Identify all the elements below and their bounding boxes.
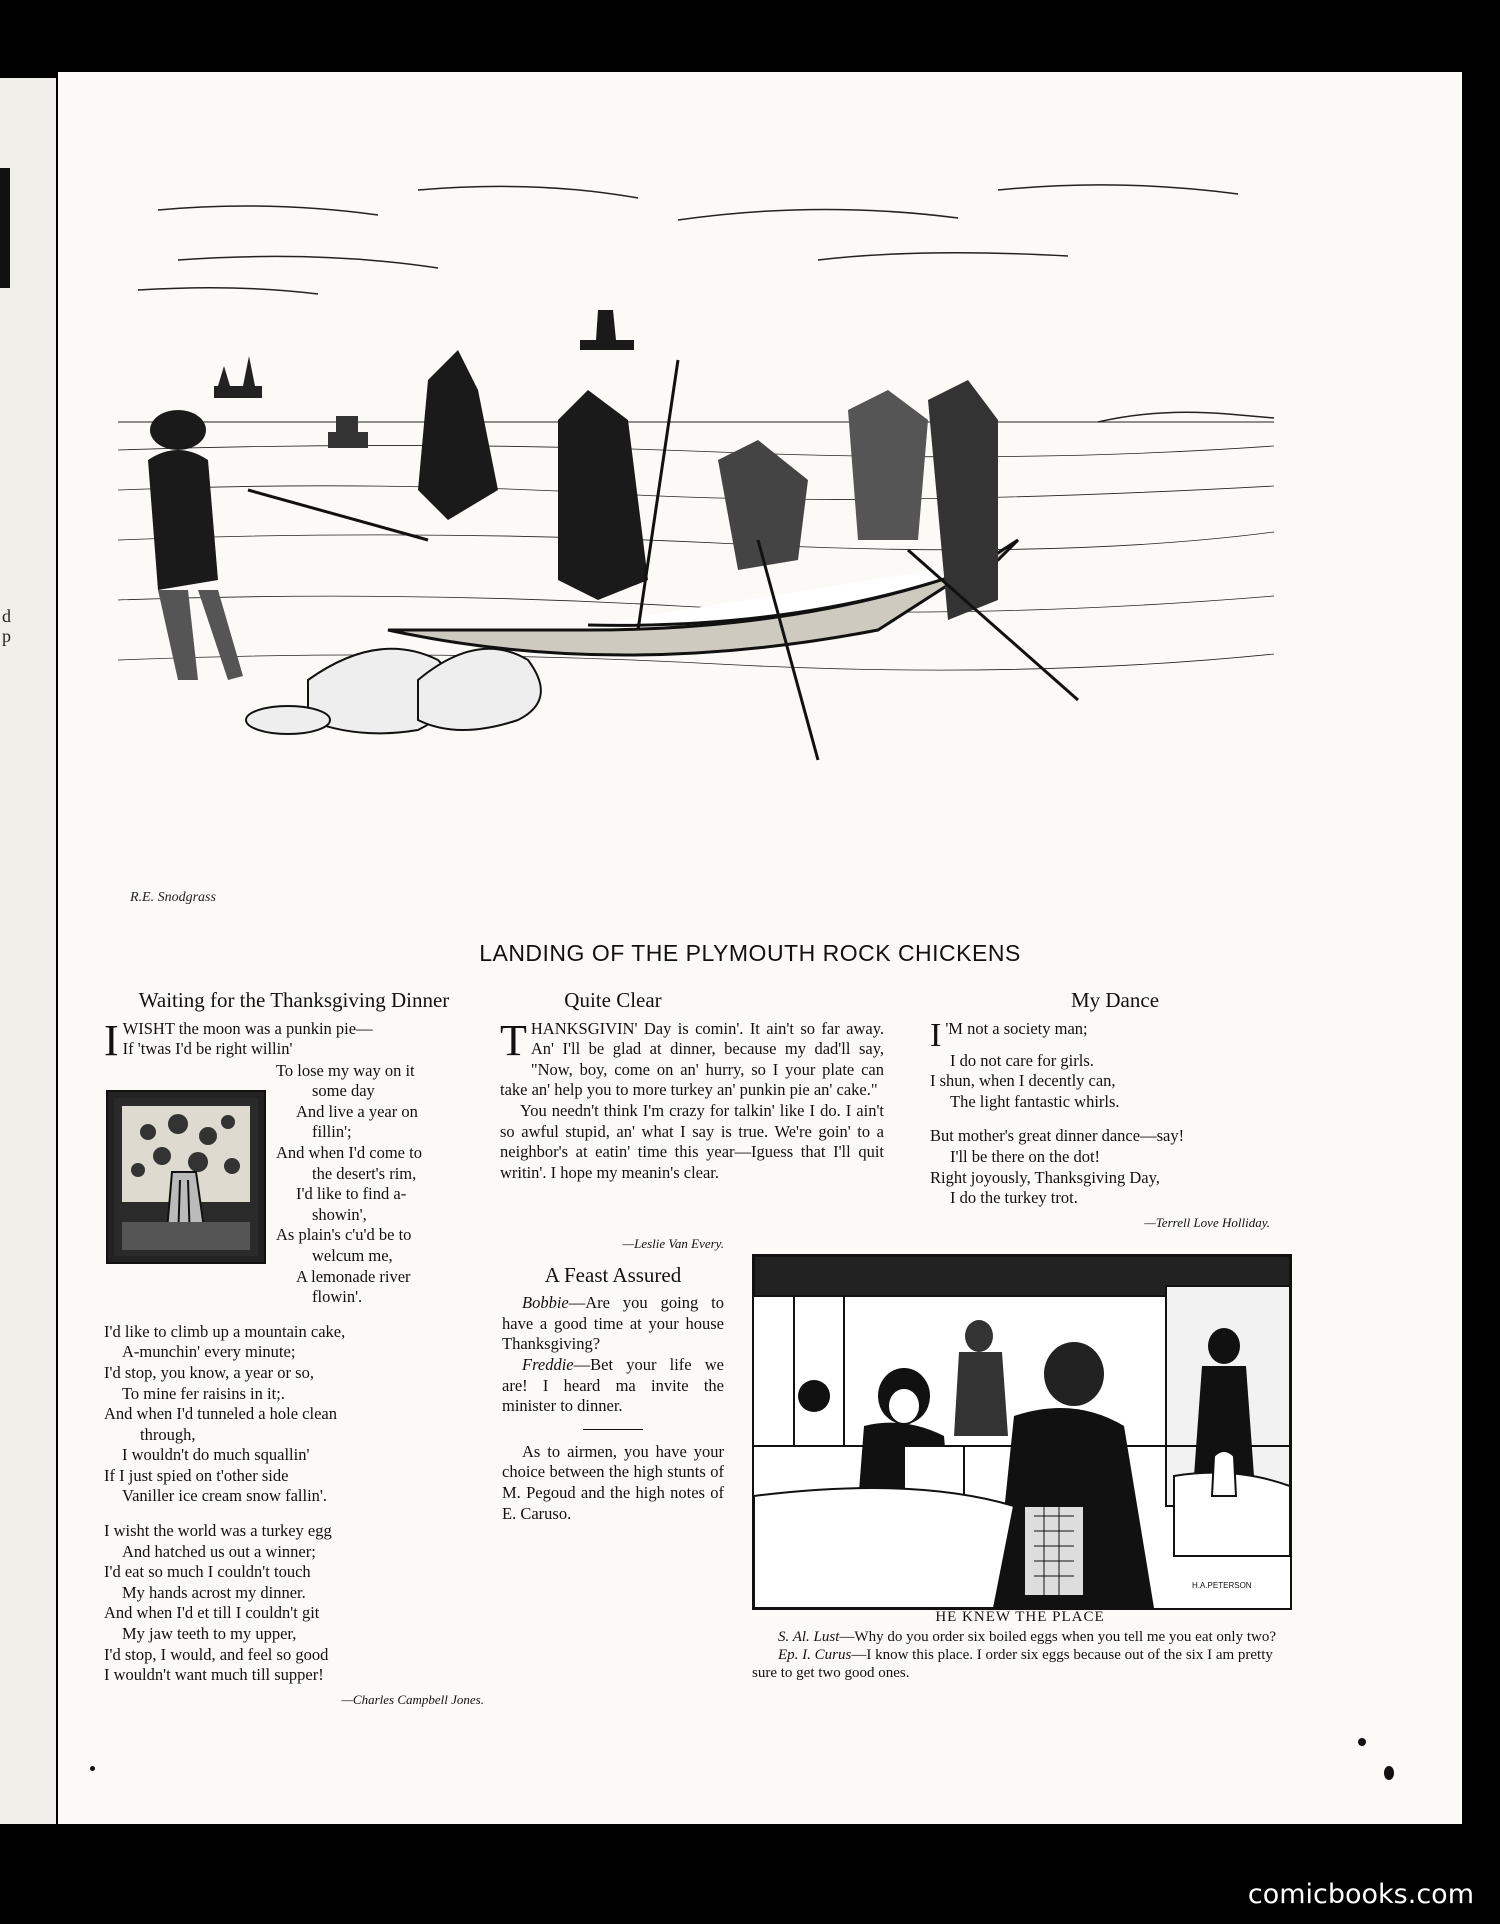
ink-speck <box>1358 1738 1366 1746</box>
poem-line: I do not care for girls. <box>950 1050 1094 1070</box>
dialogue-line <box>502 1355 724 1417</box>
poem-line: As plain's c'u'd be to <box>276 1225 412 1245</box>
poem-line: WISHT the moon was a punkin pie— <box>122 1018 373 1038</box>
poem-line: I shun, when I decently can, <box>930 1071 1116 1091</box>
restaurant-cartoon <box>752 1254 1292 1610</box>
poem-stanza <box>930 1016 1300 1113</box>
poem-line: And when I'd et till I couldn't git <box>104 1603 320 1623</box>
speaker-name: Freddie <box>522 1354 574 1374</box>
poem-line: showin', <box>312 1204 367 1224</box>
poem-title: My Dance <box>1070 988 1160 1012</box>
poem-line: welcum me, <box>312 1245 393 1265</box>
dialogue-text: —Are you going to have a good time at your house Thanksgiving? <box>502 1293 724 1354</box>
poem-line: I'd stop, I would, and feel so good <box>104 1644 329 1664</box>
previous-page-fragment: p <box>2 626 11 646</box>
prose-paragraph <box>500 1101 884 1183</box>
poem-line: I'd like to climb up a mountain cake, <box>104 1321 346 1341</box>
poem-line: Vaniller ice cream snow fallin'. <box>122 1486 328 1506</box>
cartoon-title: HE KNEW THE PLACE <box>935 1609 1105 1625</box>
poem-stanza <box>930 1126 1300 1208</box>
cartoon-artist-signature: H.A.PETERSON <box>1192 1581 1252 1590</box>
poem-author: —Charles Campbell Jones. <box>341 1691 484 1707</box>
drop-cap: I <box>104 1015 119 1065</box>
poem-column <box>930 990 1300 1233</box>
paragraph-text: You needn't think I'm crazy for talkin' like I do. I ain't so awful stupid, an' what I say is true. We're goin' to a neighbor's at eatin' time this year—Iguess that I'll quit writin'. I hope my meanin's clear. <box>500 1100 884 1182</box>
dialogue-text: —I know this place. I order six eggs because out of the six I am pretty sure to get two good ones. <box>752 1647 1273 1681</box>
poem-line: The light fantastic whirls. <box>950 1091 1120 1111</box>
poem-line: Right joyously, Thanksgiving Day, <box>930 1167 1160 1187</box>
poem-line: But mother's great dinner dance—say! <box>930 1126 1185 1146</box>
piece-author: —Leslie Van Every. <box>622 1236 724 1251</box>
illustrator-signature: R.E. Snodgrass <box>130 890 216 905</box>
drop-cap: T <box>500 1015 527 1065</box>
poem-line: flowin'. <box>312 1287 363 1307</box>
poem-line: A lemonade river <box>296 1266 411 1286</box>
prose-paragraph <box>500 1015 884 1101</box>
ink-speck <box>1384 1766 1394 1780</box>
poem-line: And when I'd tunneled a hole clean <box>104 1404 337 1424</box>
piece-title: A Feast Assured <box>544 1262 682 1287</box>
narrow-column <box>502 1230 724 1524</box>
paragraph-text: HANKSGIVIN' Day is comin'. It ain't so far away. An' I'll be glad at dinner, because my dad'll say, "Now, boy, come on an' hurry, so I your plate can take an' help you to more turkey an' punkin pie an' cake." <box>500 1018 884 1100</box>
poem-line: To mine fer raisins in it;. <box>122 1383 285 1403</box>
poem-line: And live a year on <box>296 1101 418 1121</box>
poem-line: fillin'; <box>312 1122 352 1142</box>
poem-line: I'll be there on the dot! <box>950 1146 1101 1166</box>
poem-line: I'd eat so much I couldn't touch <box>104 1562 311 1582</box>
poem-line: through, <box>140 1424 196 1444</box>
poem-line: If I just spied on t'other side <box>104 1465 289 1485</box>
poem-line: I do the turkey trot. <box>950 1188 1078 1208</box>
piece-title: Quite Clear <box>564 988 662 1012</box>
poem-stanza <box>104 1322 484 1507</box>
poem-line: If 'twas I'd be right willin' <box>122 1039 293 1059</box>
poem-line: A-munchin' every minute; <box>122 1342 296 1362</box>
dialogue-line <box>752 1646 1288 1682</box>
poem-line: My jaw teeth to my upper, <box>122 1624 297 1644</box>
prose-column <box>500 988 884 1183</box>
decorative-tree-vignette <box>106 1090 266 1264</box>
dialogue-line <box>752 1628 1288 1646</box>
poem-stanza <box>104 1521 484 1686</box>
previous-page-mark <box>0 168 10 288</box>
poem-line: some day <box>312 1081 375 1101</box>
dialogue-text: —Bet your life we are! I heard ma invite the minister to dinner. <box>502 1354 724 1416</box>
poem-line: I'd like to find a- <box>296 1184 407 1204</box>
poem-line: 'M not a society man; <box>945 1018 1088 1038</box>
poem-line: the desert's rim, <box>312 1163 417 1183</box>
poem-line: I wouldn't do much squallin' <box>122 1445 310 1465</box>
poem-line: I'd stop, you know, a year or so, <box>104 1362 314 1382</box>
speaker-name: Ep. I. Curus <box>778 1647 852 1663</box>
site-watermark: comicbooks.com <box>1247 1879 1474 1910</box>
previous-page-fragment: d <box>2 606 11 626</box>
drop-cap: I <box>930 1016 942 1054</box>
divider <box>583 1429 643 1430</box>
ink-speck <box>90 1766 95 1771</box>
poem-line: My hands acrost my dinner. <box>122 1582 306 1602</box>
illustration-caption: LANDING OF THE PLYMOUTH ROCK CHICKENS <box>479 940 1021 966</box>
poem-title: Waiting for the Thanksgiving Dinner <box>138 988 450 1012</box>
cartoon-caption <box>752 1608 1288 1682</box>
poem-line: I wisht the world was a turkey egg <box>104 1521 332 1541</box>
poem-line: To lose my way on it <box>276 1060 415 1080</box>
speaker-name: S. Al. Lust <box>778 1629 840 1645</box>
plymouth-illustration <box>118 160 1274 914</box>
cartoon-drawing <box>754 1256 1290 1608</box>
poem-author: —Terrell Love Holliday. <box>1144 1214 1270 1230</box>
poem-line: I wouldn't want much till supper! <box>104 1665 324 1685</box>
dialogue-line <box>502 1293 724 1355</box>
dialogue-text: —Why do you order six boiled eggs when you tell me you eat only two? <box>839 1629 1276 1645</box>
poem-line: And hatched us out a winner; <box>122 1541 316 1561</box>
tree-icon <box>108 1092 264 1262</box>
illustration-drawing <box>118 160 1274 914</box>
prose-paragraph: As to airmen, you have your choice between the high stunts of M. Pegoud and the high notes of E. Caruso. <box>502 1441 724 1523</box>
speaker-name: Bobbie <box>522 1293 569 1313</box>
poem-line: And when I'd come to <box>276 1142 422 1162</box>
